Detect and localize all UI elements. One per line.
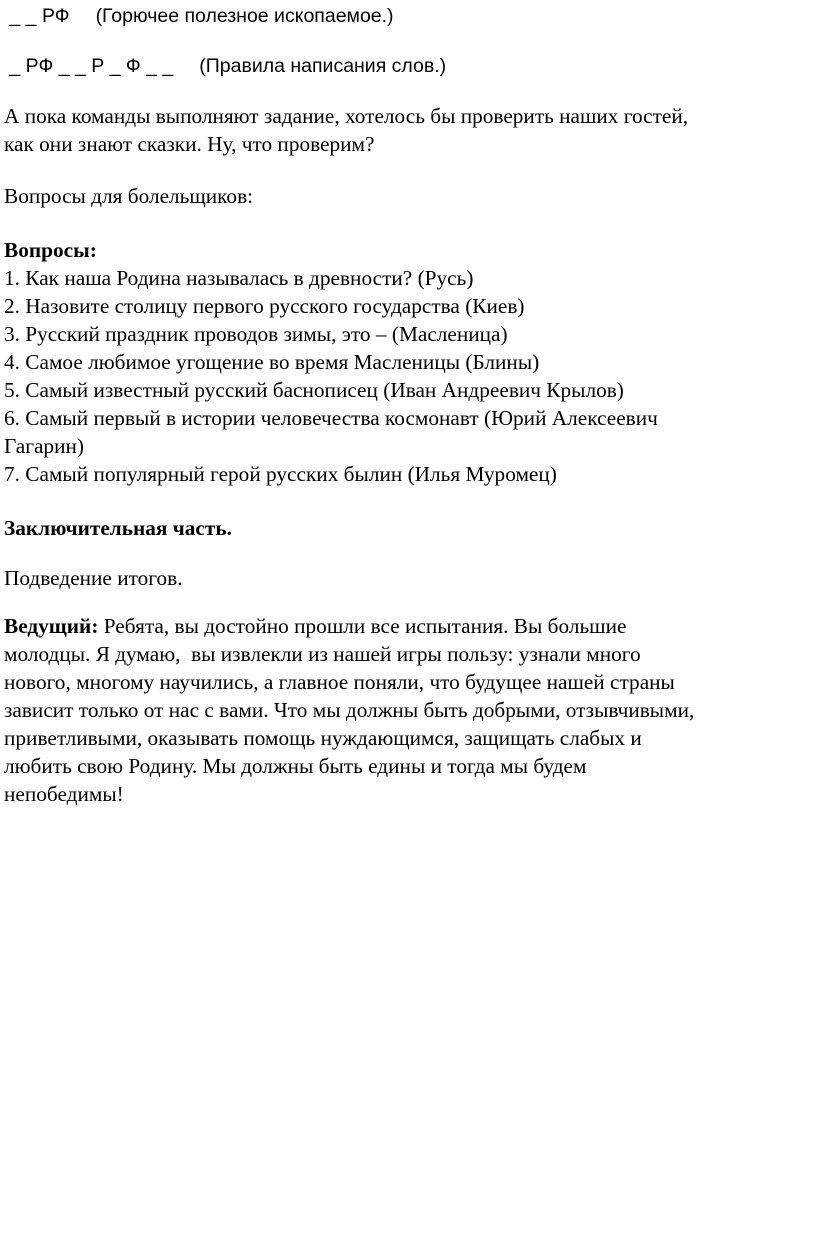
- puzzle-pattern-1: _ _ РФ: [4, 5, 70, 27]
- question-item: 4. Самое любимое угощение во время Масленицы (Блины): [4, 350, 540, 374]
- puzzle-pattern-2: _ РФ _ _ Р _ Ф _ _: [4, 55, 174, 77]
- questions-heading: Вопросы:: [4, 238, 97, 262]
- host-line-5: приветливыми, оказывать помощь нуждающимся, защищать слабых и: [4, 726, 642, 750]
- summary-text: Подведение итогов.: [4, 566, 183, 590]
- host-line-1: [4, 612, 626, 640]
- host-line-3: нового, многому научились, а главное поняли, что будущее нашей страны: [4, 670, 675, 694]
- question-item: 7. Самый популярный герой русских былин (Илья Муромец): [4, 462, 557, 486]
- final-heading: Заключительная часть.: [4, 516, 232, 540]
- host-line-2: молодцы. Я думаю, вы извлекли из нашей игры пользу: узнали много: [4, 642, 641, 666]
- host-line-7: непобедимы!: [4, 782, 124, 806]
- question-item: 6. Самый первый в истории человечества космонавт (Юрий Алексеевич: [4, 406, 658, 430]
- fans-heading: Вопросы для болельщиков:: [4, 184, 254, 208]
- question-item: Гагарин): [4, 434, 84, 458]
- intro-line-2: как они знают сказки. Ну, что проверим?: [4, 132, 375, 156]
- host-line-4: зависит только от нас с вами. Что мы должны быть добрыми, отзывчивыми,: [4, 698, 695, 722]
- question-item: 2. Назовите столицу первого русского государства (Киев): [4, 294, 525, 318]
- question-item: 3. Русский праздник проводов зимы, это – (Масленица): [4, 322, 508, 346]
- puzzle-hint-2: (Правила написания слов.): [199, 55, 447, 77]
- puzzle-hint-1: (Горючее полезное ископаемое.): [95, 5, 394, 27]
- questions-list: [4, 264, 658, 488]
- host-label: Ведущий:: [4, 614, 99, 638]
- question-item: 1. Как наша Родина называлась в древности? (Русь): [4, 266, 474, 290]
- host-line-6: любить свою Родину. Мы должны быть едины и тогда мы будем: [4, 754, 587, 778]
- puzzle-line-1: [4, 2, 394, 30]
- question-item: 5. Самый известный русский баснописец (Иван Андреевич Крылов): [4, 378, 624, 402]
- host-text: Ребята, вы достойно прошли все испытания. Вы большие: [98, 614, 627, 638]
- intro-line-1: А пока команды выполняют задание, хотелось бы проверить наших гостей,: [4, 104, 689, 128]
- puzzle-line-2: [4, 52, 446, 80]
